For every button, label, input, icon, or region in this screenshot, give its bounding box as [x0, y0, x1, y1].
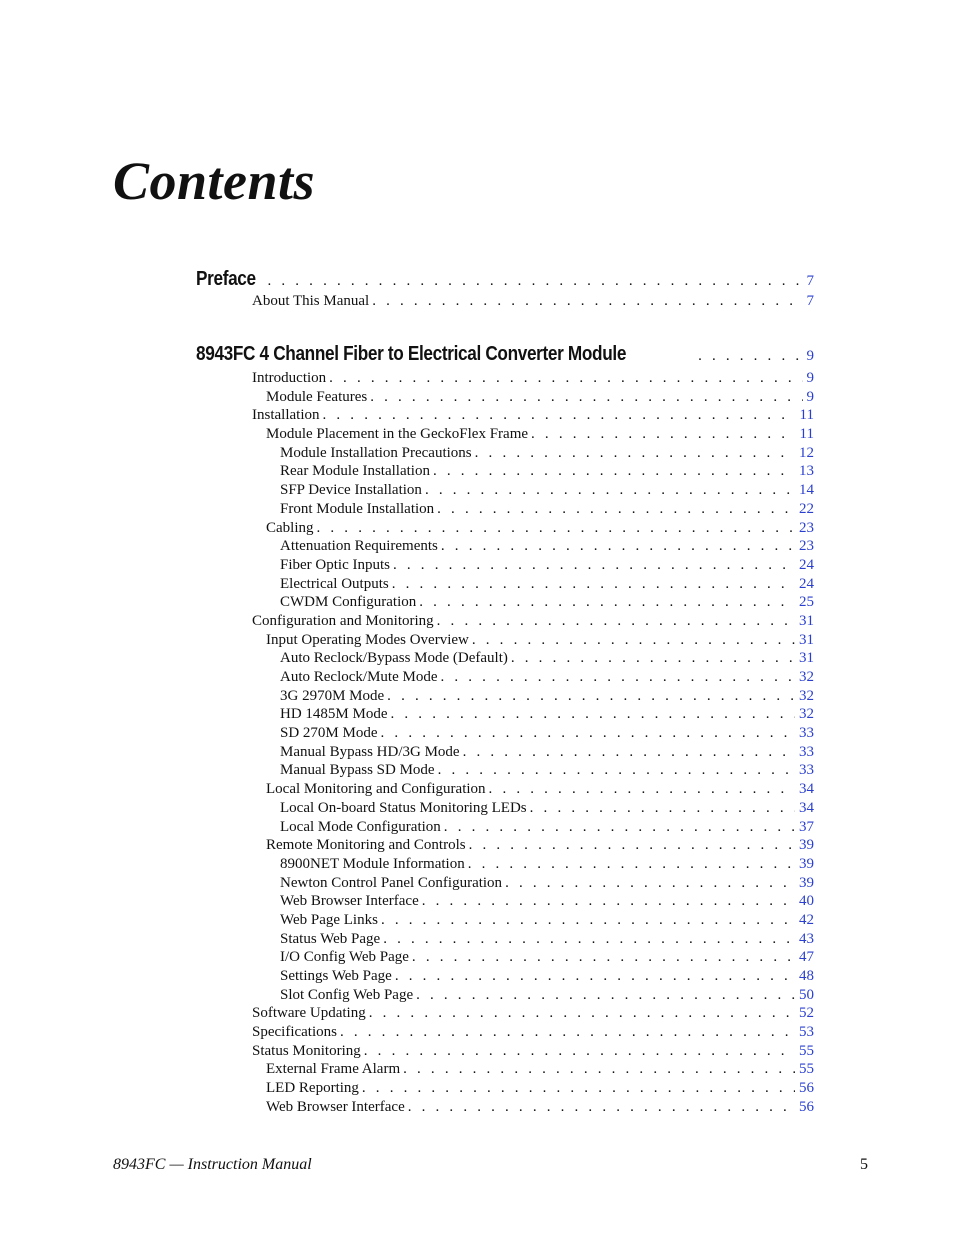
entry-label: Auto Reclock/Bypass Mode (Default)	[280, 650, 508, 667]
page-link[interactable]: 56	[799, 1098, 814, 1115]
entry-label: Auto Reclock/Mute Mode	[280, 669, 438, 685]
entry-label: Front Module Installation	[280, 500, 435, 517]
page-link[interactable]: 9	[806, 370, 814, 386]
toc-entry[interactable]	[196, 612, 814, 631]
leader-dots	[437, 668, 795, 687]
leader-dots	[366, 1004, 795, 1023]
page-link[interactable]: 12	[799, 444, 814, 461]
leader-dots	[400, 1060, 795, 1079]
toc-entry[interactable]	[196, 967, 814, 986]
page-link[interactable]: 48	[799, 968, 814, 984]
leader-dots	[384, 687, 795, 706]
page-link[interactable]: 14	[799, 482, 814, 499]
leader-dots	[472, 444, 795, 463]
toc-entry[interactable]	[196, 593, 814, 612]
entry-label: Configuration and Monitoring	[252, 612, 434, 629]
page-link[interactable]: 32	[799, 706, 814, 723]
toc-entry[interactable]	[196, 761, 814, 780]
leader-dots	[502, 874, 795, 893]
toc-entry[interactable]	[196, 687, 814, 706]
leader-dots	[388, 705, 796, 724]
entry-label: Local Mode Configuration	[280, 818, 441, 835]
page-link[interactable]: 34	[799, 781, 814, 798]
page-link[interactable]: 33	[799, 725, 814, 742]
entry-label: CWDM Configuration	[280, 594, 417, 611]
toc-entry[interactable]	[196, 892, 814, 911]
leader-dots	[430, 462, 795, 481]
page-link[interactable]: 7	[806, 293, 814, 309]
leader-dots	[416, 593, 795, 612]
leader-dots	[434, 612, 795, 631]
toc-section-preface[interactable]	[196, 266, 814, 292]
page-link[interactable]: 33	[799, 762, 814, 779]
leader-dots	[466, 836, 795, 855]
entry-label: Electrical Outputs	[280, 575, 389, 592]
footer-manual-title: 8943FC — Instruction Manual	[113, 1156, 312, 1173]
entry-label: About This Manual	[252, 293, 370, 309]
toc-entry[interactable]	[196, 780, 814, 799]
leader-dots	[419, 892, 795, 911]
page-link[interactable]: 24	[799, 575, 814, 592]
toc-entry[interactable]	[196, 1023, 814, 1042]
toc-entry[interactable]	[196, 649, 814, 668]
page-link[interactable]: 47	[799, 949, 814, 966]
toc-entry[interactable]	[196, 444, 814, 463]
toc-entry[interactable]	[196, 668, 814, 687]
toc-preface	[196, 266, 814, 311]
page-link[interactable]: 23	[799, 519, 814, 536]
toc-entry[interactable]	[196, 1079, 814, 1098]
toc-chapter	[196, 341, 814, 1117]
entry-label: 8900NET Module Information	[280, 855, 465, 872]
entry-label: Manual Bypass HD/3G Mode	[280, 743, 460, 760]
entry-label: Specifications	[252, 1024, 337, 1041]
leader-dots	[320, 406, 796, 425]
leader-dots	[508, 649, 795, 668]
page-link[interactable]: 55	[799, 1042, 814, 1059]
toc-section-chapter[interactable]	[196, 341, 814, 367]
leader-dots	[465, 855, 795, 874]
page-link[interactable]: 11	[799, 407, 814, 424]
entry-label: Introduction	[252, 370, 327, 386]
toc-entry[interactable]	[196, 743, 814, 762]
leader-dots	[409, 948, 795, 967]
entry-label: Web Page Links	[280, 911, 378, 928]
leader-dots	[435, 761, 795, 780]
toc-entry[interactable]	[196, 855, 814, 874]
leader-dots	[527, 799, 795, 818]
entry-label: External Frame Alarm	[266, 1061, 401, 1078]
toc-entry[interactable]	[196, 930, 814, 949]
page-link[interactable]: 31	[799, 650, 814, 667]
toc-entry[interactable]	[196, 1098, 814, 1117]
toc-entry[interactable]	[196, 818, 814, 837]
toc-entry[interactable]	[196, 462, 814, 481]
leader-dots	[434, 500, 795, 519]
page-link[interactable]: 39	[799, 837, 814, 854]
entry-label: Fiber Optic Inputs	[280, 556, 390, 573]
page-link[interactable]: 56	[799, 1080, 814, 1097]
leader-dots	[438, 537, 795, 556]
leader-dots	[486, 780, 795, 799]
toc-entry[interactable]	[196, 406, 814, 425]
toc-entry[interactable]	[196, 836, 814, 855]
leader-dots	[392, 967, 795, 986]
toc-entry[interactable]	[196, 911, 814, 930]
leader-dots	[337, 1023, 795, 1042]
page-link[interactable]: 9	[806, 388, 814, 405]
entry-label: Status Monitoring	[252, 1042, 361, 1059]
page-link[interactable]: 37	[799, 818, 814, 835]
leader-dots	[369, 292, 802, 311]
entry-label: LED Reporting	[266, 1080, 359, 1097]
page-link[interactable]: 53	[799, 1024, 814, 1041]
toc-entry[interactable]	[196, 1004, 814, 1023]
entry-label: Newton Control Panel Configuration	[280, 874, 503, 891]
leader-dots	[469, 631, 795, 650]
toc-entry[interactable]	[196, 874, 814, 893]
leader-dots	[390, 556, 795, 575]
entry-label: I/O Config Web Page	[280, 949, 409, 966]
page-link[interactable]: 32	[799, 687, 814, 704]
page-link[interactable]: 31	[799, 612, 814, 629]
leader-dots	[367, 388, 802, 407]
page-link[interactable]: 33	[799, 743, 814, 760]
page-title: Contents	[113, 151, 316, 211]
entry-label: SD 270M Mode	[280, 725, 378, 742]
entry-label: Software Updating	[252, 1005, 366, 1022]
leader-dots	[265, 268, 802, 292]
entry-label: Web Browser Interface	[280, 893, 419, 910]
toc-entry[interactable]	[196, 556, 814, 575]
entry-label: Cabling	[266, 519, 314, 536]
entry-label: Module Installation Precautions	[280, 444, 472, 461]
entry-label: Rear Module Installation	[280, 463, 430, 480]
toc-entry[interactable]	[196, 799, 814, 818]
page-link[interactable]: 39	[799, 855, 814, 872]
page-link[interactable]: 40	[799, 893, 814, 910]
leader-dots	[422, 481, 795, 500]
entry-label: HD 1485M Mode	[280, 706, 388, 723]
leader-dots	[460, 743, 795, 762]
page-link[interactable]: 25	[799, 594, 814, 611]
page-link[interactable]: 23	[799, 538, 814, 555]
leader-dots	[441, 818, 795, 837]
leader-dots	[314, 519, 796, 538]
leader-dots	[405, 1098, 795, 1117]
page-link[interactable]: 7	[806, 273, 814, 289]
leader-dots	[326, 369, 802, 388]
leader-dots	[378, 911, 795, 930]
toc-entry[interactable]	[196, 537, 814, 556]
entry-label: Module Placement in the GeckoFlex Frame	[266, 426, 529, 443]
page-link[interactable]: 24	[799, 556, 814, 573]
toc-entry[interactable]	[196, 481, 814, 500]
page-link[interactable]: 43	[799, 930, 814, 947]
entry-label: Web Browser Interface	[266, 1098, 405, 1115]
entry-label: Attenuation Requirements	[280, 538, 438, 555]
toc-entry[interactable]	[196, 425, 814, 444]
page-link[interactable]: 55	[799, 1061, 814, 1078]
toc-entry[interactable]	[196, 500, 814, 519]
entry-label: Manual Bypass SD Mode	[280, 762, 435, 779]
leader-dots	[696, 343, 802, 367]
page-link[interactable]: 34	[799, 799, 814, 816]
page-link[interactable]: 13	[799, 463, 814, 480]
entry-label: Slot Config Web Page	[280, 986, 414, 1003]
section-title: Preface	[196, 268, 256, 290]
entry-label: 3G 2970M Mode	[280, 687, 385, 704]
page-link[interactable]: 11	[799, 426, 814, 443]
toc-entry[interactable]	[196, 575, 814, 594]
toc-entry[interactable]	[196, 724, 814, 743]
toc-entry[interactable]	[196, 369, 814, 388]
page-link[interactable]: 9	[806, 348, 814, 364]
section-title: 8943FC 4 Channel Fiber to Electrical Converter Module	[196, 343, 627, 365]
toc-entry[interactable]	[196, 388, 814, 407]
toc-entry[interactable]	[196, 705, 814, 724]
leader-dots	[413, 986, 795, 1005]
page-link[interactable]: 32	[799, 669, 814, 685]
entry-label: Remote Monitoring and Controls	[266, 837, 466, 854]
toc-entry[interactable]	[196, 292, 814, 311]
entry-label: Local Monitoring and Configuration	[266, 781, 486, 798]
toc-entry[interactable]	[196, 1042, 814, 1061]
toc-entry[interactable]	[196, 1060, 814, 1079]
page-link[interactable]: 31	[799, 631, 814, 648]
leader-dots	[359, 1079, 795, 1098]
entry-label: Module Features	[266, 388, 368, 405]
leader-dots	[389, 575, 795, 594]
page-link[interactable]: 42	[799, 911, 814, 928]
leader-dots	[380, 930, 795, 949]
leader-dots	[361, 1042, 795, 1061]
entry-label: SFP Device Installation	[280, 482, 422, 499]
entry-label: Installation	[252, 407, 320, 424]
page-link[interactable]: 22	[799, 500, 814, 517]
toc-entry[interactable]	[196, 986, 814, 1005]
entry-label: Input Operating Modes Overview	[266, 631, 469, 648]
page-link[interactable]: 39	[799, 874, 814, 891]
toc-entry[interactable]	[196, 519, 814, 538]
entry-label: Status Web Page	[280, 930, 381, 947]
entry-label: Local On-board Status Monitoring LEDs	[280, 799, 527, 816]
leader-dots	[378, 724, 795, 743]
footer-page-number: 5	[860, 1156, 868, 1173]
page-link[interactable]: 50	[799, 986, 814, 1003]
toc-entry[interactable]	[196, 948, 814, 967]
toc-entry[interactable]	[196, 631, 814, 650]
leader-dots	[528, 425, 796, 444]
entry-label: Settings Web Page	[280, 968, 392, 984]
page-link[interactable]: 52	[799, 1005, 814, 1022]
